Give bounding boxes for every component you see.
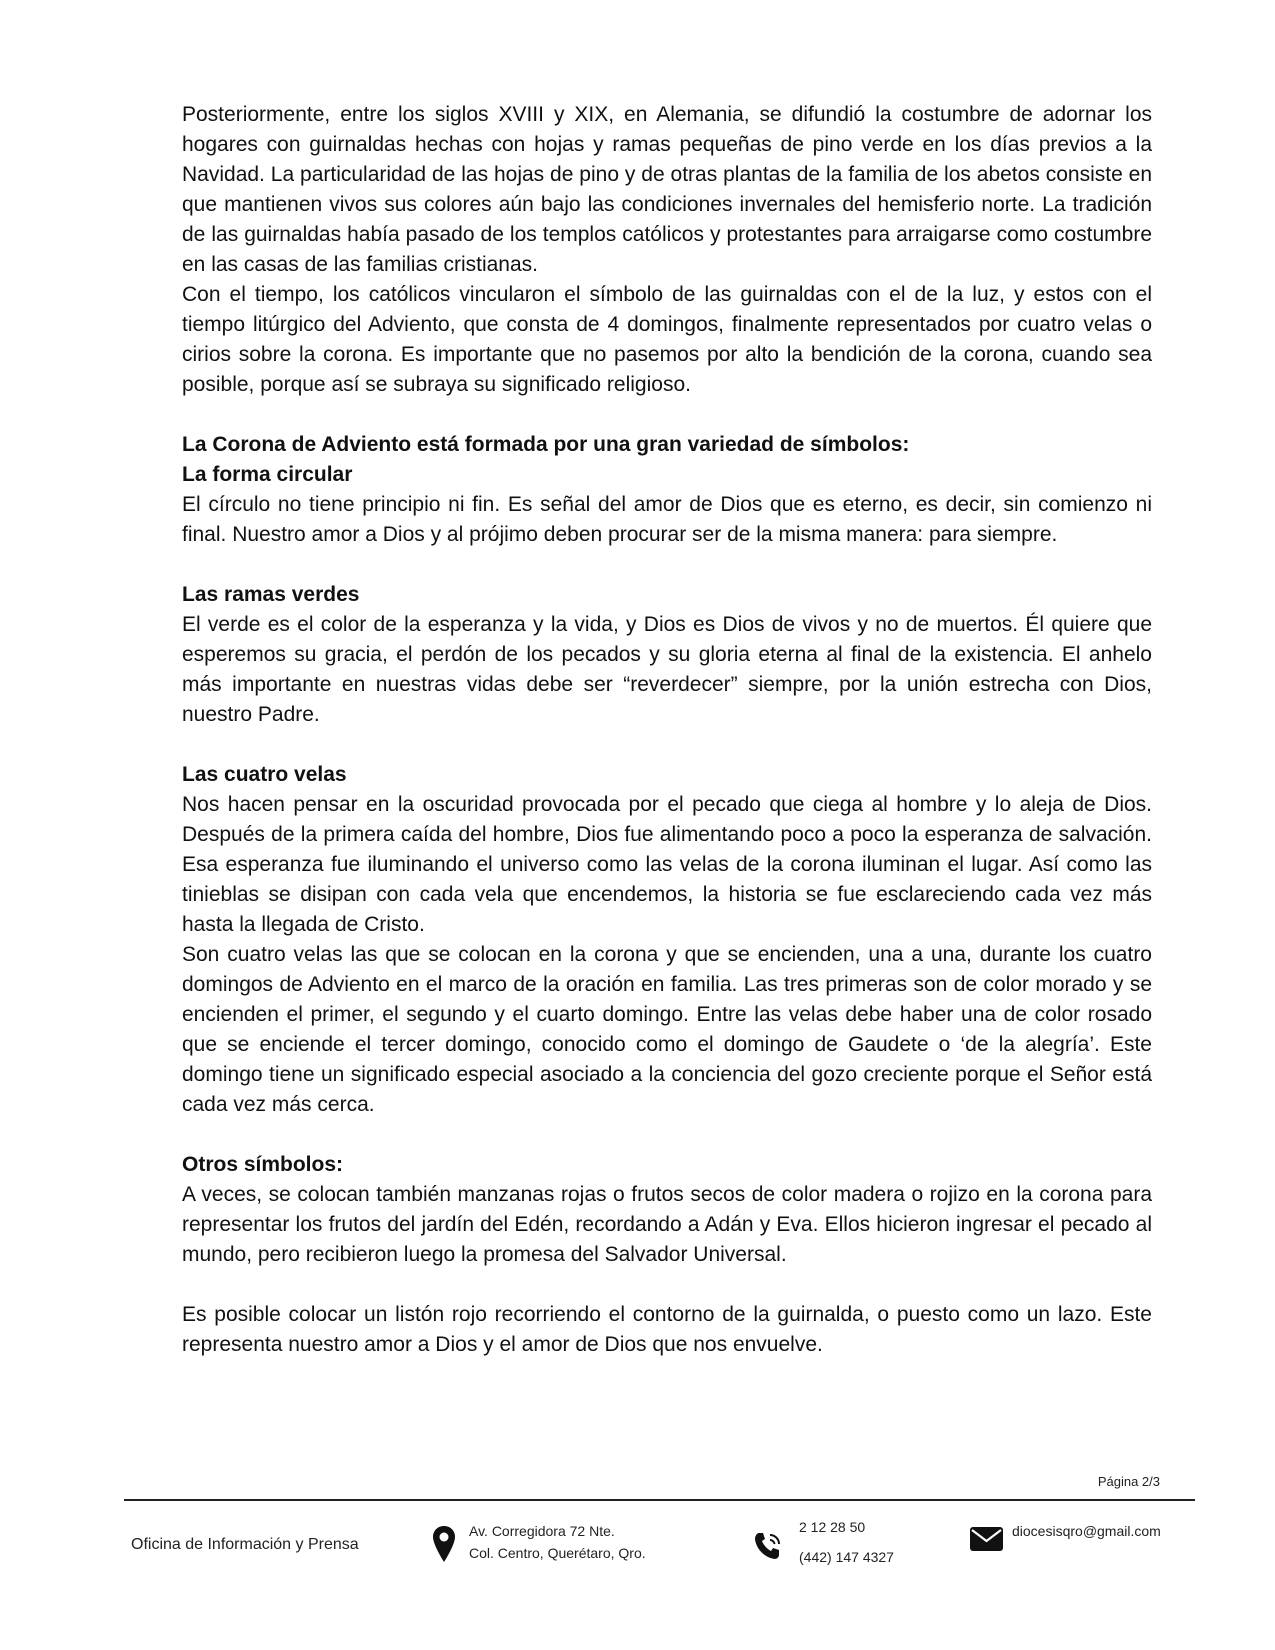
paragraph: Posteriormente, entre los siglos XVIII y XIX, en Alemania, se difundió la costumbre de adornar los hogares con guirnaldas hechas con hojas y ramas pequeñas de pino verde en los días previos a la Navidad. La particularidad de las hojas de pino y de otras plantas de la familia de los abetos consiste en que mantienen vivos sus colores aún bajo las condiciones invernales del hemisferio norte. La tradición de las guirnaldas había pasado de los templos católicos y protestantes para arraigarse como costumbre en las casas de las familias cristianas. <box>182 103 1152 276</box>
office-name: Oficina de Información y Prensa <box>131 1536 359 1553</box>
spacer <box>182 550 1152 580</box>
paragraph: A veces, se colocan también manzanas rojas o frutos secos de color madera o rojizo en la corona para representar los frutos del jardín del Edén, recordando a Adán y Eva. Ellos hicieron ingresar el pecado al mundo, pero recibieron luego la promesa del Salvador Universal. <box>182 1183 1152 1266</box>
phone-number: 2 12 28 50 <box>799 1519 866 1535</box>
document-body <box>182 100 1152 1360</box>
paragraph: Son cuatro velas las que se colocan en la corona y que se encienden, una a una, durante los cuatro domingos de Adviento en el marco de la oración en familia. Las tres primeras son de color morado y se encienden el primer, el segundo y el cuarto domingo. Entre las velas debe haber una de color rosado que se enciende el tercer domingo, conocido como el domingo de Gaudete o ‘de la alegría’. Este domingo tiene un significado especial asociado a la conciencia del gozo creciente porque el Señor está cada vez más cerca. <box>182 943 1152 1116</box>
address-line: Av. Corregidora 72 Nte. <box>469 1523 615 1539</box>
section-heading: Las ramas verdes <box>182 583 360 606</box>
address <box>469 1520 646 1564</box>
spacer <box>182 400 1152 430</box>
section-heading: Las cuatro velas <box>182 763 347 786</box>
paragraph: Nos hacen pensar en la oscuridad provocada por el pecado que ciega al hombre y lo aleja de Dios. Después de la primera caída del hombre, Dios fue alimentando poco a poco la esperanza de salvación. Esa esperanza fue iluminando el universo como las velas de la corona iluminan el lugar. Así como las tinieblas se disipan con cada vela que encendemos, la historia se fue esclareciendo cada vez más hasta la llegada de Cristo. <box>182 793 1152 936</box>
spacer <box>182 1270 1152 1300</box>
footer-divider <box>124 1499 1195 1501</box>
page-number: Página 2/3 <box>1097 1474 1160 1489</box>
phone-numbers <box>799 1512 894 1572</box>
section-heading: La forma circular <box>182 463 353 486</box>
paragraph: Es posible colocar un listón rojo recorriendo el contorno de la guirnalda, o puesto como un lazo. Este representa nuestro amor a Dios y el amor de Dios que nos envuelve. <box>182 1303 1152 1356</box>
section-heading: La Corona de Adviento está formada por una gran variedad de símbolos: <box>182 433 910 456</box>
paragraph: El círculo no tiene principio ni fin. Es señal del amor de Dios que es eterno, es decir, sin comienzo ni final. Nuestro amor a Dios y al prójimo deben procurar ser de la misma manera: para siempre. <box>182 493 1152 546</box>
paragraph: El verde es el color de la esperanza y la vida, y Dios es Dios de vivos y no de muertos. Él quiere que esperemos su gracia, el perdón de los pecados y su gloria eterna al final de la existencia. El anhelo más importante en nuestras vidas debe ser “reverdecer” siempre, por la unión estrecha con Dios, nuestro Padre. <box>182 613 1152 726</box>
address-line: Col. Centro, Querétaro, Qro. <box>469 1545 646 1561</box>
email-address[interactable]: diocesisqro@gmail.com <box>1012 1523 1161 1539</box>
paragraph: Con el tiempo, los católicos vincularon el símbolo de las guirnaldas con el de la luz, y estos con el tiempo litúrgico del Adviento, que consta de 4 domingos, finalmente representados por cuatro velas o cirios sobre la corona. Es importante que no pasemos por alto la bendición de la corona, cuando sea posible, porque así se subraya su significado religioso. <box>182 283 1152 396</box>
spacer <box>182 730 1152 760</box>
envelope-icon <box>970 1527 1003 1551</box>
location-pin-icon <box>432 1525 456 1563</box>
spacer <box>182 1120 1152 1150</box>
phone-number: (442) 147 4327 <box>799 1549 894 1565</box>
phone-icon <box>752 1530 784 1562</box>
section-heading: Otros símbolos: <box>182 1153 344 1176</box>
